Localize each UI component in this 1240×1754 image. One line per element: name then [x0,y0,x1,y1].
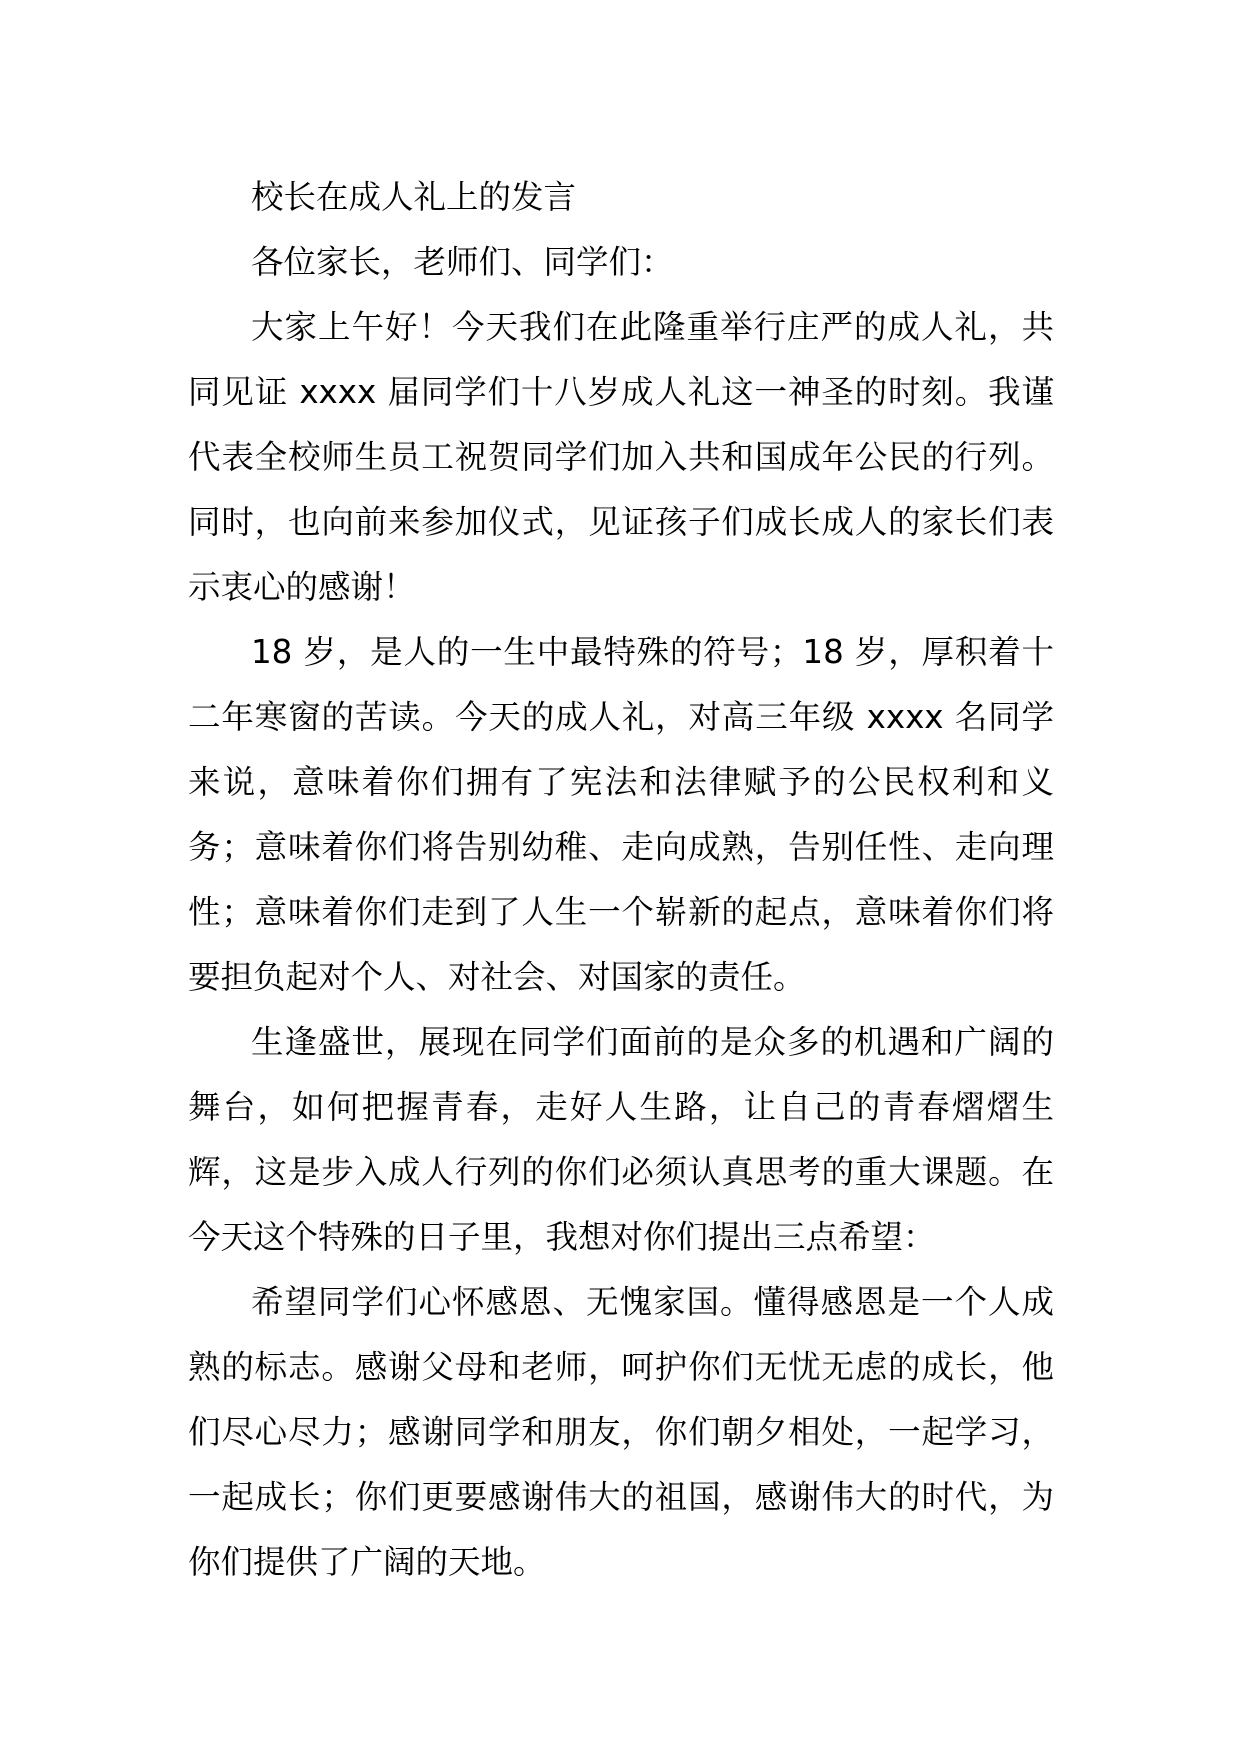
salutation-paragraph: 各位家长，老师们、同学们： [251,243,674,281]
greeting-paragraph: 大家上午好！今天我们在此隆重举行庄严的成人礼，共同见证 xxxx 届同学们十八岁成人礼这一神圣的时刻。我谨代表全校师生员工祝贺同学们加入共和国成年公民的行列。同时，也向前来参加仪式，见证孩子们成长成人的家长们表示衷心的感谢！ [188,308,1054,606]
gratitude-paragraph: 希望同学们心怀感恩、无愧家国。懂得感恩是一个人成熟的标志。感谢父母和老师，呵护你们无忧无虑的成长，他们尽心尽力；感谢同学和朋友，你们朝夕相处，一起学习，一起成长；你们更要感谢伟大的祖国，感谢伟大的时代，为你们提供了广阔的天地。 [188,1283,1054,1581]
opportunity-paragraph: 生逢盛世，展现在同学们面前的是众多的机遇和广阔的舞台，如何把握青春，走好人生路，让自己的青春熠熠生辉，这是步入成人行列的你们必须认真思考的重大课题。在今天这个特殊的日子里，我想对你们提出三点希望： [188,1023,1054,1256]
age-18-paragraph: 18 岁，是人的一生中最特殊的符号；18 岁，厚积着十二年寒窗的苦读。今天的成人礼，对高三年级 xxxx 名同学来说，意味着你们拥有了宪法和法律赋予的公民权利和义务；意味着你们将告别幼稚、走向成熟，告别任性、走向理性；意味着你们走到了人生一个崭新的起点，意味着你们将要担负起对个人、对社会、对国家的责任。 [188,633,1054,996]
document-title: 校长在成人礼上的发言 [251,178,577,216]
document-body [188,165,1054,1595]
